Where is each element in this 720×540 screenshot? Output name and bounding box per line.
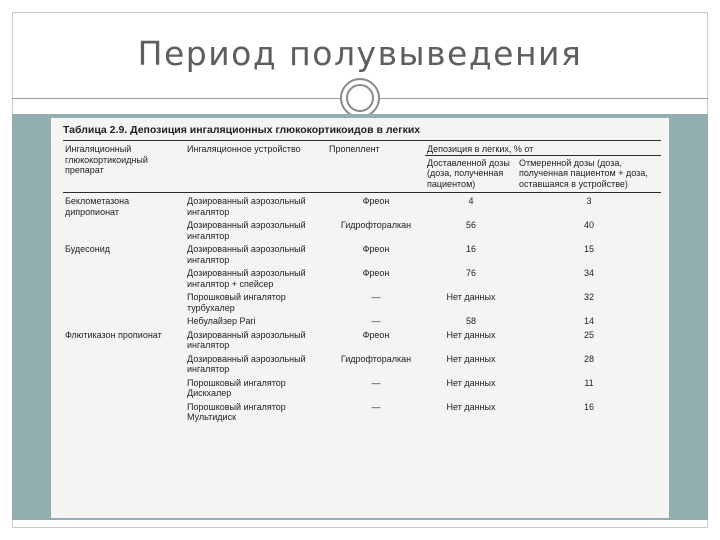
cell-metered: 11 <box>584 377 594 388</box>
divider-ring-icon <box>340 78 380 118</box>
cell-delivered: 4 <box>468 196 474 206</box>
table-caption: Таблица 2.9. Депозиция ингаляционных глюкокортикоидов в легких <box>63 124 421 136</box>
cell-propellant: — <box>371 292 381 302</box>
cell-metered: 32 <box>583 292 594 302</box>
table-row <box>63 265 661 289</box>
table-row <box>63 289 661 313</box>
cell-device: Дозированный аэрозольный ингалятор <box>187 329 306 350</box>
cell-metered: 34 <box>583 268 594 278</box>
deposition-table <box>63 140 661 423</box>
cell-delivered: Нет данных <box>446 401 496 412</box>
cell-metered: 40 <box>583 220 594 230</box>
cell-propellant: Гидрофторалкан <box>340 353 412 364</box>
header-device: Ингаляционное устройство <box>187 144 301 154</box>
cell-propellant: — <box>371 316 381 326</box>
cell-propellant: Фреон <box>362 196 390 206</box>
table-row <box>63 351 661 375</box>
header-drug: Ингаляционный глюкокортикоидный препарат <box>65 144 148 175</box>
cell-device: Порошковый ингалятор Дискхалер <box>187 377 286 398</box>
table-row <box>63 313 661 327</box>
table-row <box>63 193 661 218</box>
cell-drug <box>63 375 185 399</box>
cell-drug <box>63 289 185 313</box>
cell-metered: 15 <box>583 244 594 254</box>
cell-metered: 3 <box>586 196 592 206</box>
cell-delivered: 56 <box>465 220 476 230</box>
cell-propellant: Гидрофторалкан <box>340 220 412 230</box>
cell-delivered: Нет данных <box>446 353 496 364</box>
cell-propellant: Фреон <box>362 268 390 278</box>
cell-drug <box>63 399 185 423</box>
cell-device: Порошковый ингалятор Мультидиск <box>187 401 286 422</box>
cell-metered: 25 <box>583 329 594 340</box>
cell-device: Небулайзер Pari <box>187 316 256 326</box>
cell-device: Дозированный аэрозольный ингалятор <box>187 220 306 241</box>
scanned-table-image <box>51 118 669 518</box>
cell-drug <box>63 217 185 241</box>
cell-device: Дозированный аэрозольный ингалятор <box>187 353 306 374</box>
slide-title: Период полувыведения <box>137 34 583 73</box>
cell-delivered: Нет данных <box>446 377 496 388</box>
table-row <box>63 241 661 265</box>
cell-propellant: — <box>371 401 381 412</box>
table-row <box>63 327 661 351</box>
cell-device: Дозированный аэрозольный ингалятор + спейсер <box>187 268 306 289</box>
cell-device: Порошковый ингалятор турбухалер <box>187 292 286 313</box>
header-propellant: Пропеллент <box>329 144 380 154</box>
cell-propellant: — <box>371 377 381 388</box>
header-metered: Отмеренной дозы (доза, полученная пациентом + доза, оставшаяся в устройстве) <box>519 157 648 189</box>
table-row <box>63 375 661 399</box>
divider-ring-inner-icon <box>346 84 374 112</box>
cell-metered: 16 <box>583 401 594 412</box>
header-deposition: Депозиция в легких, % от <box>425 141 661 156</box>
cell-delivered: 76 <box>465 268 476 278</box>
cell-metered: 28 <box>583 353 594 364</box>
cell-delivered: Нет данных <box>446 292 496 302</box>
cell-propellant: Фреон <box>362 329 390 340</box>
cell-drug: Беклометазона дипропионат <box>65 196 130 217</box>
cell-drug <box>63 265 185 289</box>
header-delivered: Доставленной дозы (доза, полученная пациентом) <box>427 157 510 189</box>
table-body <box>63 193 661 423</box>
table-row <box>63 399 661 423</box>
cell-propellant: Фреон <box>362 244 390 254</box>
cell-device: Дозированный аэрозольный ингалятор <box>187 196 306 217</box>
cell-delivered: 16 <box>465 244 476 254</box>
cell-delivered: 58 <box>465 316 476 326</box>
cell-drug: Будесонид <box>65 244 111 254</box>
cell-drug <box>63 351 185 375</box>
table-row <box>63 217 661 241</box>
cell-metered: 14 <box>583 316 594 326</box>
cell-drug: Флютиказон пропионат <box>65 329 162 340</box>
cell-device: Дозированный аэрозольный ингалятор <box>187 244 306 265</box>
cell-delivered: Нет данных <box>446 329 496 340</box>
cell-drug <box>63 313 185 327</box>
